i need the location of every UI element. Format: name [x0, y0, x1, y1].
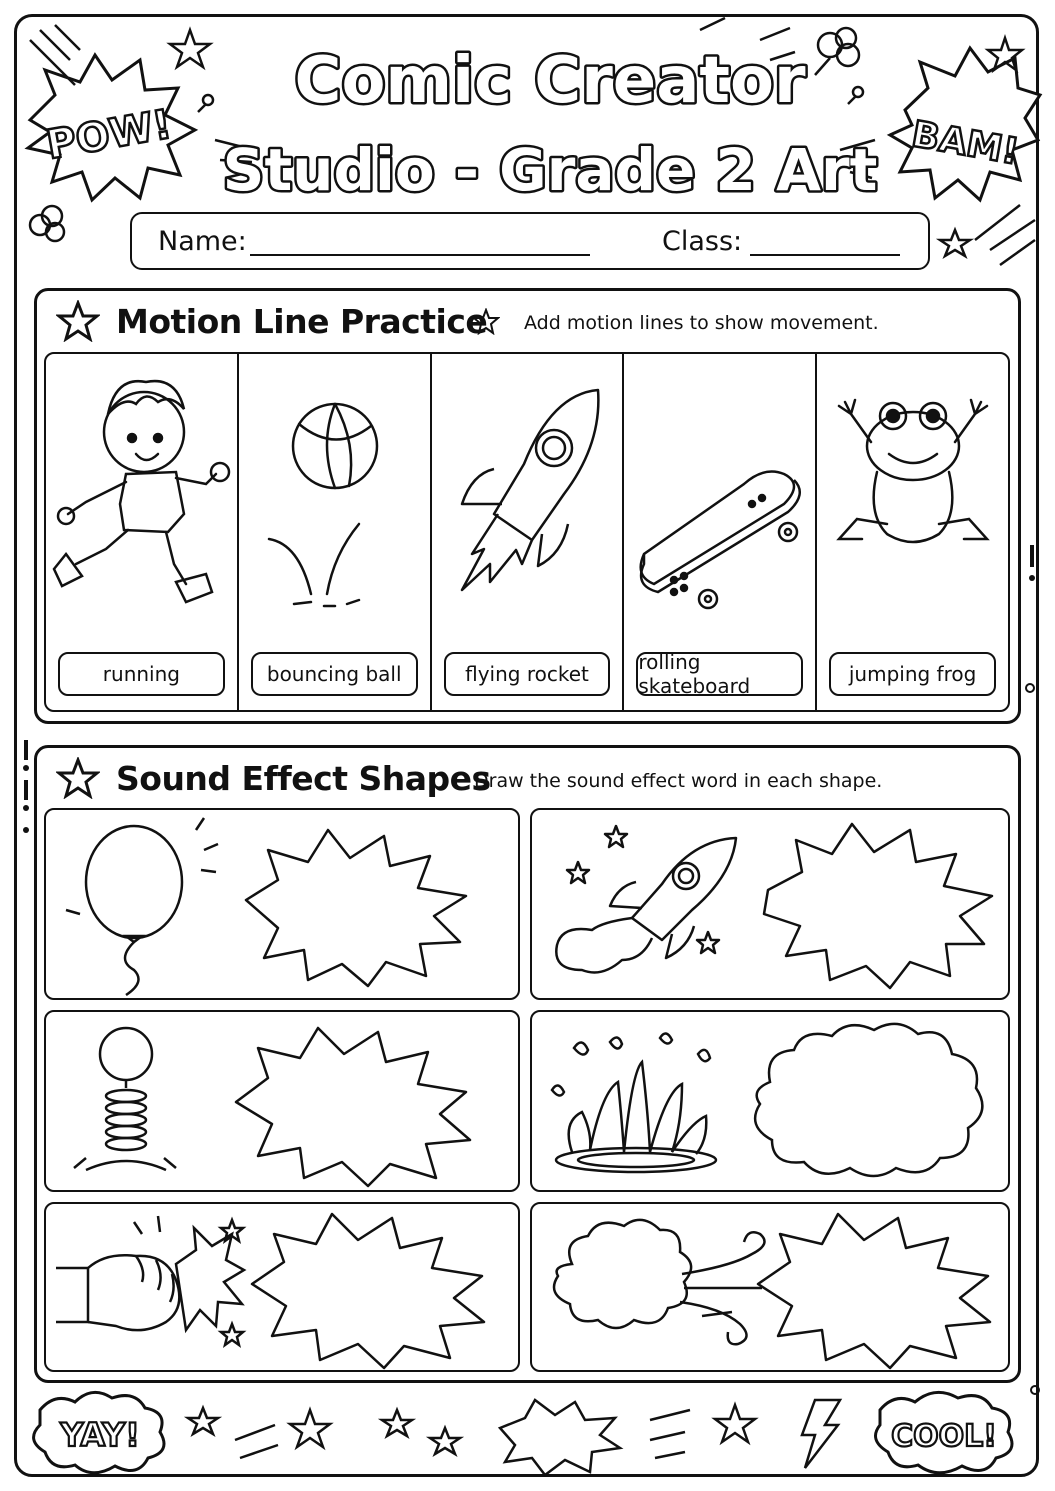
spring-ball-icon	[74, 1028, 176, 1170]
sound-section-instruction: Draw the sound effect word in each shape.	[474, 770, 883, 792]
motion-cell-jumping-frog[interactable]	[817, 354, 1008, 710]
worksheet-title	[200, 22, 900, 207]
sound-box-balloon[interactable]	[44, 808, 520, 1000]
motion-label-bouncing-ball: bouncing ball	[251, 652, 418, 696]
class-field[interactable]	[750, 254, 900, 256]
cool-burst	[876, 1392, 1013, 1472]
class-label: Class:	[662, 226, 743, 257]
sound-burst-shape	[246, 830, 466, 986]
motion-label-jumping-frog: jumping frog	[829, 652, 996, 696]
running-boy-icon	[46, 354, 239, 654]
rocket-icon	[432, 354, 625, 654]
pow-burst	[28, 55, 195, 200]
sound-box-spring[interactable]	[44, 1010, 520, 1192]
pow-text: POW!	[43, 101, 176, 169]
sound-burst-shape	[236, 1028, 470, 1186]
sound-box-splash[interactable]	[530, 1010, 1010, 1192]
motion-section-title: Motion Line Practice	[116, 302, 488, 341]
balloon-icon	[66, 818, 218, 995]
motion-cell-flying-rocket[interactable]	[432, 354, 625, 710]
star-icon	[56, 300, 100, 342]
yay-burst	[34, 1392, 164, 1472]
sound-burst-shape	[758, 1214, 990, 1368]
motion-cell-bouncing-ball[interactable]	[239, 354, 432, 710]
sound-section-title: Sound Effect Shapes	[116, 759, 491, 798]
sound-burst-shape	[252, 1214, 484, 1368]
splash-icon	[552, 1033, 716, 1172]
motion-section-instruction: Add motion lines to show movement.	[524, 312, 879, 334]
sound-box-wind[interactable]	[530, 1202, 1010, 1372]
star-icon	[56, 757, 100, 799]
sound-box-punch[interactable]	[44, 1202, 520, 1372]
title-line-2: Studio - Grade 2 Art	[222, 136, 878, 204]
small-star-icon	[472, 308, 500, 335]
motion-grid	[44, 352, 1010, 712]
footer-doodles	[188, 1400, 840, 1475]
title-line-1: Comic Creator	[294, 44, 806, 118]
skateboard-icon	[624, 354, 817, 654]
bam-text: BAM!	[908, 113, 1022, 174]
student-info-bar	[130, 212, 930, 270]
yay-text: YAY!	[60, 1416, 140, 1454]
motion-label-running: running	[58, 652, 225, 696]
punch-glove-icon	[56, 1216, 244, 1345]
motion-cell-rolling-skateboard[interactable]	[624, 354, 817, 710]
cool-text: COOL!	[891, 1419, 997, 1454]
sound-box-rocket[interactable]	[530, 808, 1010, 1000]
sound-burst-shape	[764, 824, 992, 988]
beach-ball-icon	[239, 354, 432, 654]
motion-label-rolling-skateboard: rolling skateboard	[636, 652, 803, 696]
wind-puff-icon	[554, 1220, 765, 1344]
sound-cloud-shape	[755, 1024, 982, 1176]
rocket-icon	[556, 826, 736, 972]
name-field[interactable]	[250, 254, 590, 256]
motion-label-flying-rocket: flying rocket	[444, 652, 611, 696]
frog-icon	[817, 354, 1010, 654]
motion-cell-running[interactable]	[46, 354, 239, 710]
name-label: Name:	[158, 226, 247, 257]
